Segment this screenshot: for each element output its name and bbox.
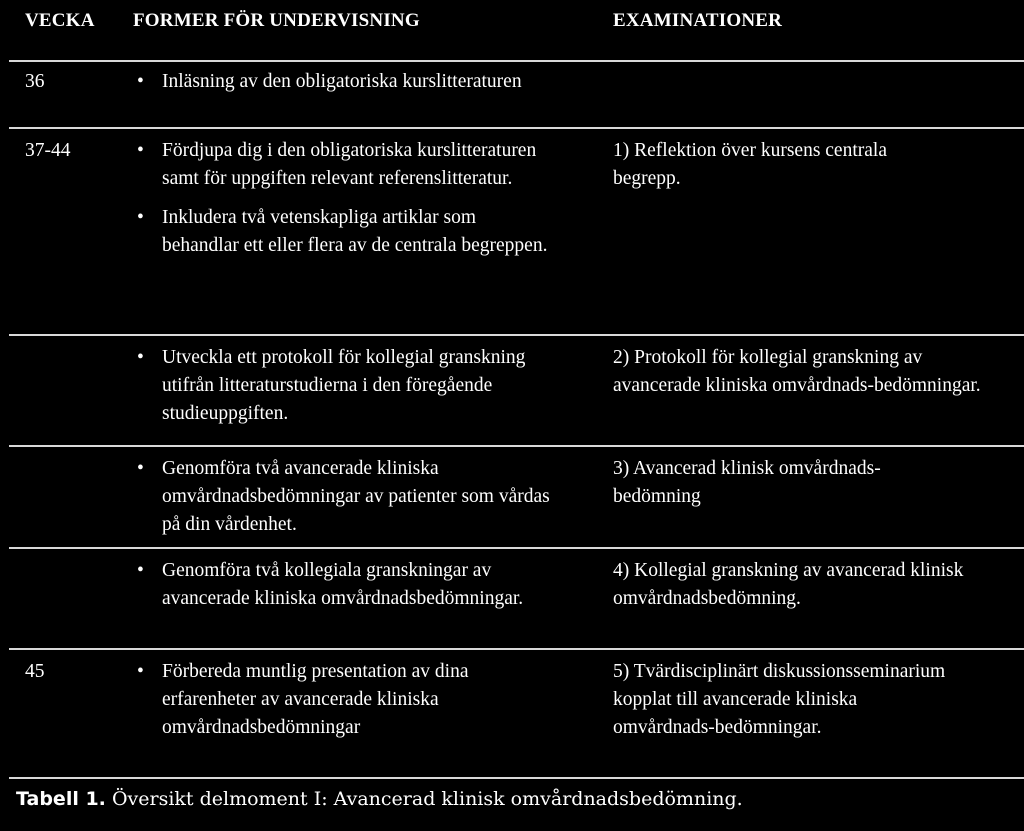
- item-text: Utveckla ett protokoll för kollegial granskning utifrån litteraturstudierna i den föregående studieuppgiften.: [162, 347, 526, 424]
- list-item: [133, 658, 553, 742]
- forms-cell: [133, 137, 553, 260]
- item-text: Förbereda muntlig presentation av dina erfarenheter av avancerade kliniska omvårdnadsbedömningar: [162, 661, 469, 738]
- list-item: [133, 204, 553, 260]
- item-text: Inkludera två vetenskapliga artiklar som behandlar ett eller flera av de centrala begreppen.: [162, 207, 548, 256]
- table-caption: [16, 788, 743, 810]
- list-item: [133, 68, 573, 96]
- exam-cell: 1) Reflektion över kursens centrala begrepp.: [613, 140, 887, 189]
- caption-text: Översikt delmoment I: Avancerad klinisk omvårdnadsbedömning.: [105, 788, 743, 810]
- forms-cell: [133, 557, 543, 613]
- bullet-icon: •: [137, 661, 144, 682]
- item-text: Genomföra två kollegiala granskningar av avancerade kliniska omvårdnadsbedömningar.: [162, 560, 524, 609]
- table-row: [9, 336, 1024, 447]
- table-row: [9, 549, 1024, 650]
- forms-cell: [133, 68, 573, 96]
- bullet-icon: •: [137, 140, 144, 161]
- exam-cell: 4) Kollegial granskning av avancerad klinisk omvårdnadsbedömning.: [613, 560, 964, 609]
- item-text: Inläsning av den obligatoriska kurslitteraturen: [162, 71, 522, 92]
- table-row: [9, 62, 1024, 129]
- item-text: Genomföra två avancerade kliniska omvårdnadsbedömningar av patienter som vårdas på din vårdenhet.: [162, 458, 550, 535]
- header-forms: FORMER FÖR UNDERVISNING: [133, 10, 420, 31]
- list-item: [133, 344, 553, 428]
- header-exams: EXAMINATIONER: [613, 10, 783, 31]
- exam-cell: 5) Tvärdisciplinärt diskussionsseminarium kopplat till avancerade kliniska omvårdnads-bedömningar.: [613, 661, 946, 738]
- bullet-icon: •: [137, 347, 144, 368]
- list-item: [133, 557, 543, 613]
- bullet-icon: •: [137, 458, 144, 479]
- exam-cell: 3) Avancerad klinisk omvårdnads-bedömning: [613, 458, 881, 507]
- item-text: Fördjupa dig i den obligatoriska kurslitteraturen samt för uppgiften relevant referenslitteratur.: [162, 140, 537, 189]
- table-header-row: [9, 0, 1024, 62]
- bullet-icon: •: [137, 560, 144, 581]
- table-row: [9, 650, 1024, 779]
- list-item: [133, 455, 553, 539]
- list-item: [133, 137, 553, 193]
- header-week: VECKA: [25, 10, 95, 31]
- week-cell: 45: [25, 661, 45, 682]
- forms-cell: [133, 455, 553, 539]
- bullet-icon: •: [137, 207, 144, 228]
- week-cell: 37-44: [25, 140, 71, 161]
- table-row: [9, 447, 1024, 549]
- forms-cell: [133, 658, 553, 742]
- forms-cell: [133, 344, 553, 428]
- week-cell: 36: [25, 71, 45, 92]
- caption-label: Tabell 1.: [16, 788, 106, 810]
- course-overview-table: [9, 0, 1024, 779]
- table-row: [9, 129, 1024, 336]
- exam-cell: 2) Protokoll för kollegial granskning av avancerade kliniska omvårdnads-bedömningar.: [613, 347, 981, 396]
- bullet-icon: •: [137, 71, 144, 92]
